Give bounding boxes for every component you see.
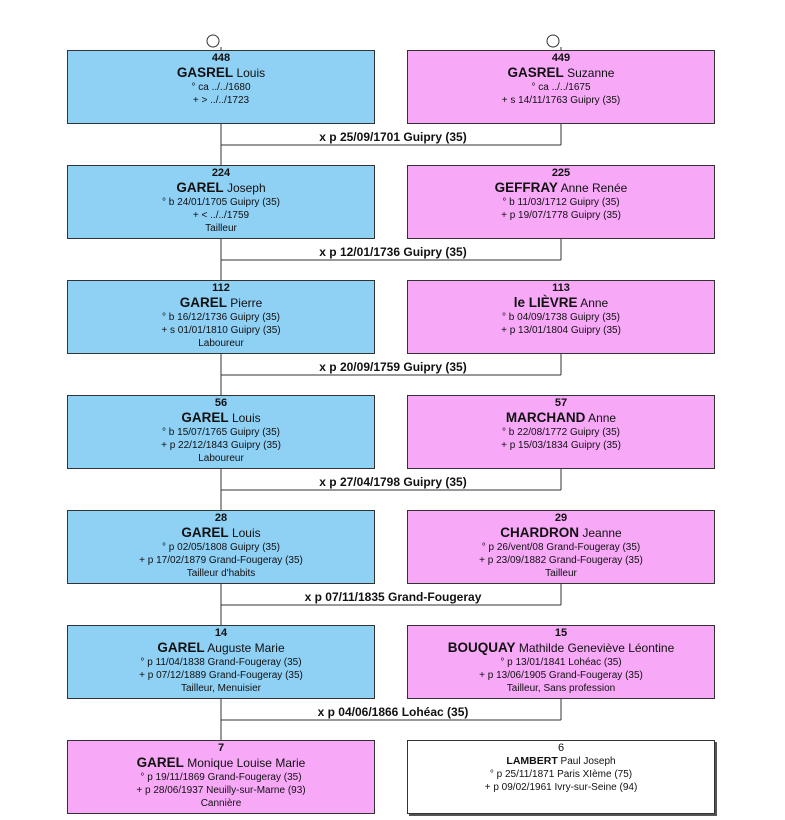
marriage-label: x p 20/09/1759 Guipry (35) bbox=[319, 360, 467, 374]
life-event: + > ../../1723 bbox=[192, 95, 250, 106]
surname: GEFFRAY bbox=[494, 180, 558, 195]
surname: LAMBERT bbox=[506, 755, 558, 767]
surname: BOUQUAY bbox=[447, 640, 516, 655]
sosa-number: 112 bbox=[212, 282, 230, 294]
occupation: Tailleur bbox=[205, 223, 237, 234]
surname: GAREL bbox=[176, 180, 224, 195]
life-event: ° ca ../../1680 bbox=[191, 82, 251, 93]
sosa-number: 14 bbox=[214, 627, 228, 639]
sosa-number: 6 bbox=[557, 742, 565, 754]
life-event: ° p 19/11/1869 Grand-Fougeray (35) bbox=[140, 772, 302, 783]
sosa-number: 15 bbox=[554, 627, 568, 639]
occupation: Tailleur, Sans profession bbox=[506, 683, 616, 694]
sosa-number: 57 bbox=[554, 397, 568, 409]
person-name bbox=[68, 755, 374, 771]
person-name bbox=[68, 65, 374, 81]
given-name: Pierre bbox=[226, 296, 263, 310]
marriage-label: x p 07/11/1835 Grand-Fougeray bbox=[304, 590, 482, 604]
person-box bbox=[407, 625, 715, 699]
person-name bbox=[408, 295, 714, 311]
person-box bbox=[67, 395, 375, 469]
life-event: + p 19/07/1778 Guipry (35) bbox=[501, 210, 621, 221]
person-name bbox=[408, 640, 714, 656]
life-event: ° p 26/vent/08 Grand-Fougeray (35) bbox=[481, 542, 641, 553]
occupation: Tailleur, Menuisier bbox=[180, 683, 262, 694]
life-event: ° b 15/07/1765 Guipry (35) bbox=[162, 427, 280, 438]
life-event: + s 01/01/1810 Guipry (35) bbox=[161, 325, 281, 336]
occupation: Laboureur bbox=[198, 338, 244, 349]
person-box bbox=[67, 165, 375, 239]
life-event: ° b 24/01/1705 Guipry (35) bbox=[162, 197, 280, 208]
person-box bbox=[67, 280, 375, 354]
sosa-number: 449 bbox=[551, 52, 571, 64]
person-box bbox=[407, 395, 715, 469]
sosa-number: 28 bbox=[214, 512, 228, 524]
life-event: + p 07/12/1889 Grand-Fougeray (35) bbox=[139, 670, 303, 681]
sosa-number: 224 bbox=[211, 167, 231, 179]
life-event: ° ca ../../1675 bbox=[531, 82, 591, 93]
life-event: ° b 22/08/1772 Guipry (35) bbox=[502, 427, 620, 438]
marriage-label: x p 27/04/1798 Guipry (35) bbox=[319, 475, 467, 489]
life-event: + p 15/03/1834 Guipry (35) bbox=[501, 440, 621, 451]
person-box bbox=[67, 740, 375, 814]
marriage-label: x p 25/09/1701 Guipry (35) bbox=[319, 130, 467, 144]
sosa-number: 113 bbox=[552, 282, 570, 294]
person-name bbox=[408, 65, 714, 81]
person-name bbox=[408, 525, 714, 541]
life-event: + p 13/01/1804 Guipry (35) bbox=[501, 325, 621, 336]
person-name bbox=[68, 525, 374, 541]
marriage-label: x p 04/06/1866 Lohéac (35) bbox=[317, 705, 469, 719]
surname: le LIÈVRE bbox=[513, 295, 578, 310]
surname: GAREL bbox=[181, 525, 229, 540]
sosa-number: 448 bbox=[211, 52, 231, 64]
life-event: ° b 04/09/1738 Guipry (35) bbox=[502, 312, 620, 323]
person-box bbox=[67, 625, 375, 699]
life-event: ° p 02/05/1808 Guipry (35) bbox=[162, 542, 280, 553]
life-event: ° b 16/12/1736 Guipry (35) bbox=[162, 312, 280, 323]
person-name bbox=[408, 410, 714, 426]
person-box bbox=[407, 740, 715, 814]
person-name bbox=[408, 755, 714, 768]
person-box bbox=[407, 50, 715, 124]
given-name: Anne bbox=[577, 296, 609, 310]
sosa-number: 7 bbox=[217, 742, 225, 754]
person-box bbox=[407, 165, 715, 239]
sosa-number: 29 bbox=[554, 512, 568, 524]
life-event: + p 28/06/1937 Neuilly-sur-Marne (93) bbox=[136, 785, 306, 796]
marriage-label: x p 12/01/1736 Guipry (35) bbox=[319, 245, 467, 259]
person-name bbox=[68, 295, 374, 311]
given-name: Suzanne bbox=[563, 66, 615, 80]
given-name: Jeanne bbox=[579, 526, 622, 540]
person-name bbox=[68, 180, 374, 196]
life-event: + p 09/02/1961 Ivry-sur-Seine (94) bbox=[484, 782, 638, 793]
given-name: Anne Renée bbox=[557, 181, 628, 195]
sosa-number: 225 bbox=[551, 167, 571, 179]
surname: GAREL bbox=[179, 295, 227, 310]
life-event: + p 23/09/1882 Grand-Fougeray (35) bbox=[479, 555, 643, 566]
occupation: Tailleur d'habits bbox=[186, 568, 256, 579]
given-name: Louis bbox=[233, 66, 266, 80]
given-name: Anne bbox=[585, 411, 617, 425]
given-name: Louis bbox=[228, 411, 261, 425]
person-name bbox=[408, 180, 714, 196]
life-event: ° p 25/11/1871 Paris XIème (75) bbox=[489, 769, 633, 780]
person-box bbox=[67, 50, 375, 124]
life-event: + p 22/12/1843 Guipry (35) bbox=[161, 440, 281, 451]
unknown-parents-marker bbox=[547, 35, 559, 47]
life-event: + < ../../1759 bbox=[192, 210, 250, 221]
surname: MARCHAND bbox=[505, 410, 586, 425]
person-box bbox=[407, 510, 715, 584]
given-name: Joseph bbox=[223, 181, 266, 195]
person-box bbox=[407, 280, 715, 354]
life-event: ° p 13/01/1841 Lohéac (35) bbox=[500, 657, 622, 668]
surname: GAREL bbox=[136, 755, 184, 770]
life-event: ° b 11/03/1712 Guipry (35) bbox=[502, 197, 620, 208]
person-name bbox=[68, 410, 374, 426]
given-name: Auguste Marie bbox=[204, 641, 285, 655]
given-name: Louis bbox=[228, 526, 261, 540]
occupation: Laboureur bbox=[198, 453, 244, 464]
unknown-parents-marker bbox=[207, 35, 219, 47]
life-event: + s 14/11/1763 Guipry (35) bbox=[501, 95, 621, 106]
life-event: ° p 11/04/1838 Grand-Fougeray (35) bbox=[140, 657, 302, 668]
person-box bbox=[67, 510, 375, 584]
surname: GASREL bbox=[176, 65, 234, 80]
person-name bbox=[68, 640, 374, 656]
surname: CHARDRON bbox=[500, 525, 580, 540]
surname: GASREL bbox=[507, 65, 564, 80]
surname: GAREL bbox=[157, 640, 205, 655]
surname: GAREL bbox=[181, 410, 229, 425]
given-name: Paul Joseph bbox=[557, 756, 616, 767]
occupation: Tailleur bbox=[545, 568, 577, 579]
life-event: + p 17/02/1879 Grand-Fougeray (35) bbox=[139, 555, 303, 566]
given-name: Mathilde Geneviève Léontine bbox=[515, 641, 675, 655]
life-event: + p 13/06/1905 Grand-Fougeray (35) bbox=[479, 670, 643, 681]
sosa-number: 56 bbox=[214, 397, 228, 409]
occupation: Cannière bbox=[200, 798, 242, 809]
given-name: Monique Louise Marie bbox=[183, 756, 306, 770]
